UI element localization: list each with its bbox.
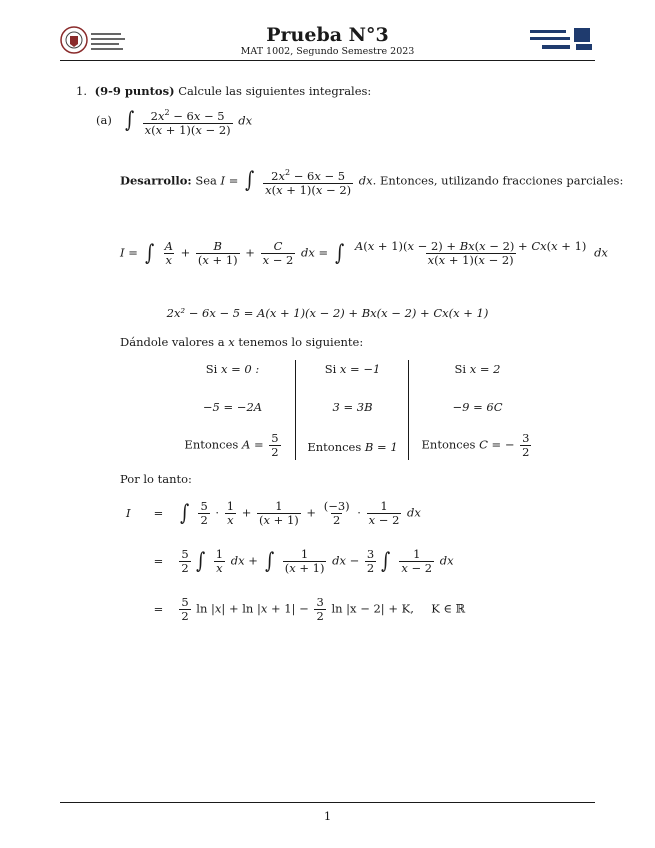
case-1-result: Entonces A = $\frac{5}{2}$ bbox=[184, 431, 279, 459]
case-3-result: Entonces C = − $\frac{3}{2}$ bbox=[421, 431, 530, 459]
cases-divider-2 bbox=[408, 360, 409, 460]
derivation-line-1: I = ∫ $\frac{5}{2}$ · $\frac{1}{x}$ + $\frac{1}{(x + 1)}$ + $\frac{(-3)}{2}$ · $\frac{1}{x - 2}$ dx bbox=[126, 499, 421, 527]
case-2-result: Entonces B = 1 bbox=[307, 440, 398, 454]
page-title: Prueba N°3 bbox=[266, 24, 389, 46]
header-rule bbox=[60, 60, 595, 61]
footer-rule bbox=[60, 802, 595, 803]
case-2-condition: Si x = −1 bbox=[324, 362, 381, 376]
problem-statement bbox=[76, 84, 371, 98]
problem-text: Calcule las siguientes integrales: bbox=[178, 84, 372, 98]
derivation-line-2: = $\frac{5}{2}$ ∫ $\frac{1}{x}$ dx + ∫ $\frac{1}{(x + 1)}$ dx − $\frac{3}{2}$ ∫ $\frac{1}{x - 2}$ dx bbox=[153, 547, 454, 575]
institute-logo-icon bbox=[528, 26, 598, 56]
page-subtitle: MAT 1002, Segundo Semestre 2023 bbox=[240, 46, 415, 57]
problem-points: (9-9 puntos) bbox=[94, 84, 175, 98]
polynomial-identity: 2x² − 6x − 5 = A(x + 1)(x − 2) + Bx(x − 2) + Cx(x + 1) bbox=[166, 306, 489, 320]
problem-number: 1. bbox=[76, 84, 87, 98]
case-2-equation: 3 = 3B bbox=[332, 400, 373, 414]
part-label: (a) bbox=[96, 113, 112, 128]
case-3-condition: Si x = 2 bbox=[454, 362, 501, 376]
right-logo bbox=[528, 26, 598, 56]
part-a-integral: (a) ∫ $\frac{2x^2 - 6x - 5}{x(x + 1)(x - 2)}$ dx bbox=[96, 108, 253, 137]
case-1-equation: −5 = −2A bbox=[202, 400, 263, 414]
page-number: 1 bbox=[323, 809, 332, 823]
case-3-equation: −9 = 6C bbox=[452, 400, 503, 414]
partial-fractions: I = ∫ $\frac{A}{x}$ + $\frac{B}{(x + 1)}$ + $\frac{C}{x - 2}$ dx = ∫ $\frac{A(x + 1)(x - 2) + Bx(x - 2) + Cx(x + 1)}{x(x + 1)(x - 2)}$ dx bbox=[120, 239, 608, 267]
values-intro: Dándole valores a x tenemos lo siguiente: bbox=[120, 335, 364, 349]
development-label: Desarrollo: bbox=[120, 173, 192, 188]
therefore-label: Por lo tanto: bbox=[120, 472, 192, 486]
development-line: Desarrollo: Sea I = ∫ $\frac{2x^2 - 6x - 5}{x(x + 1)(x - 2)}$ dx. Entonces, utilizando fracciones parciales: bbox=[120, 168, 624, 197]
cases-divider-1 bbox=[295, 360, 296, 460]
case-1-condition: Si x = 0 : bbox=[205, 362, 260, 376]
derivation-line-3: = $\frac{5}{2}$ ln |x| + ln |x + 1| − $\frac{3}{2}$ ln |x − 2| + K, K ∈ ℝ bbox=[153, 595, 466, 623]
